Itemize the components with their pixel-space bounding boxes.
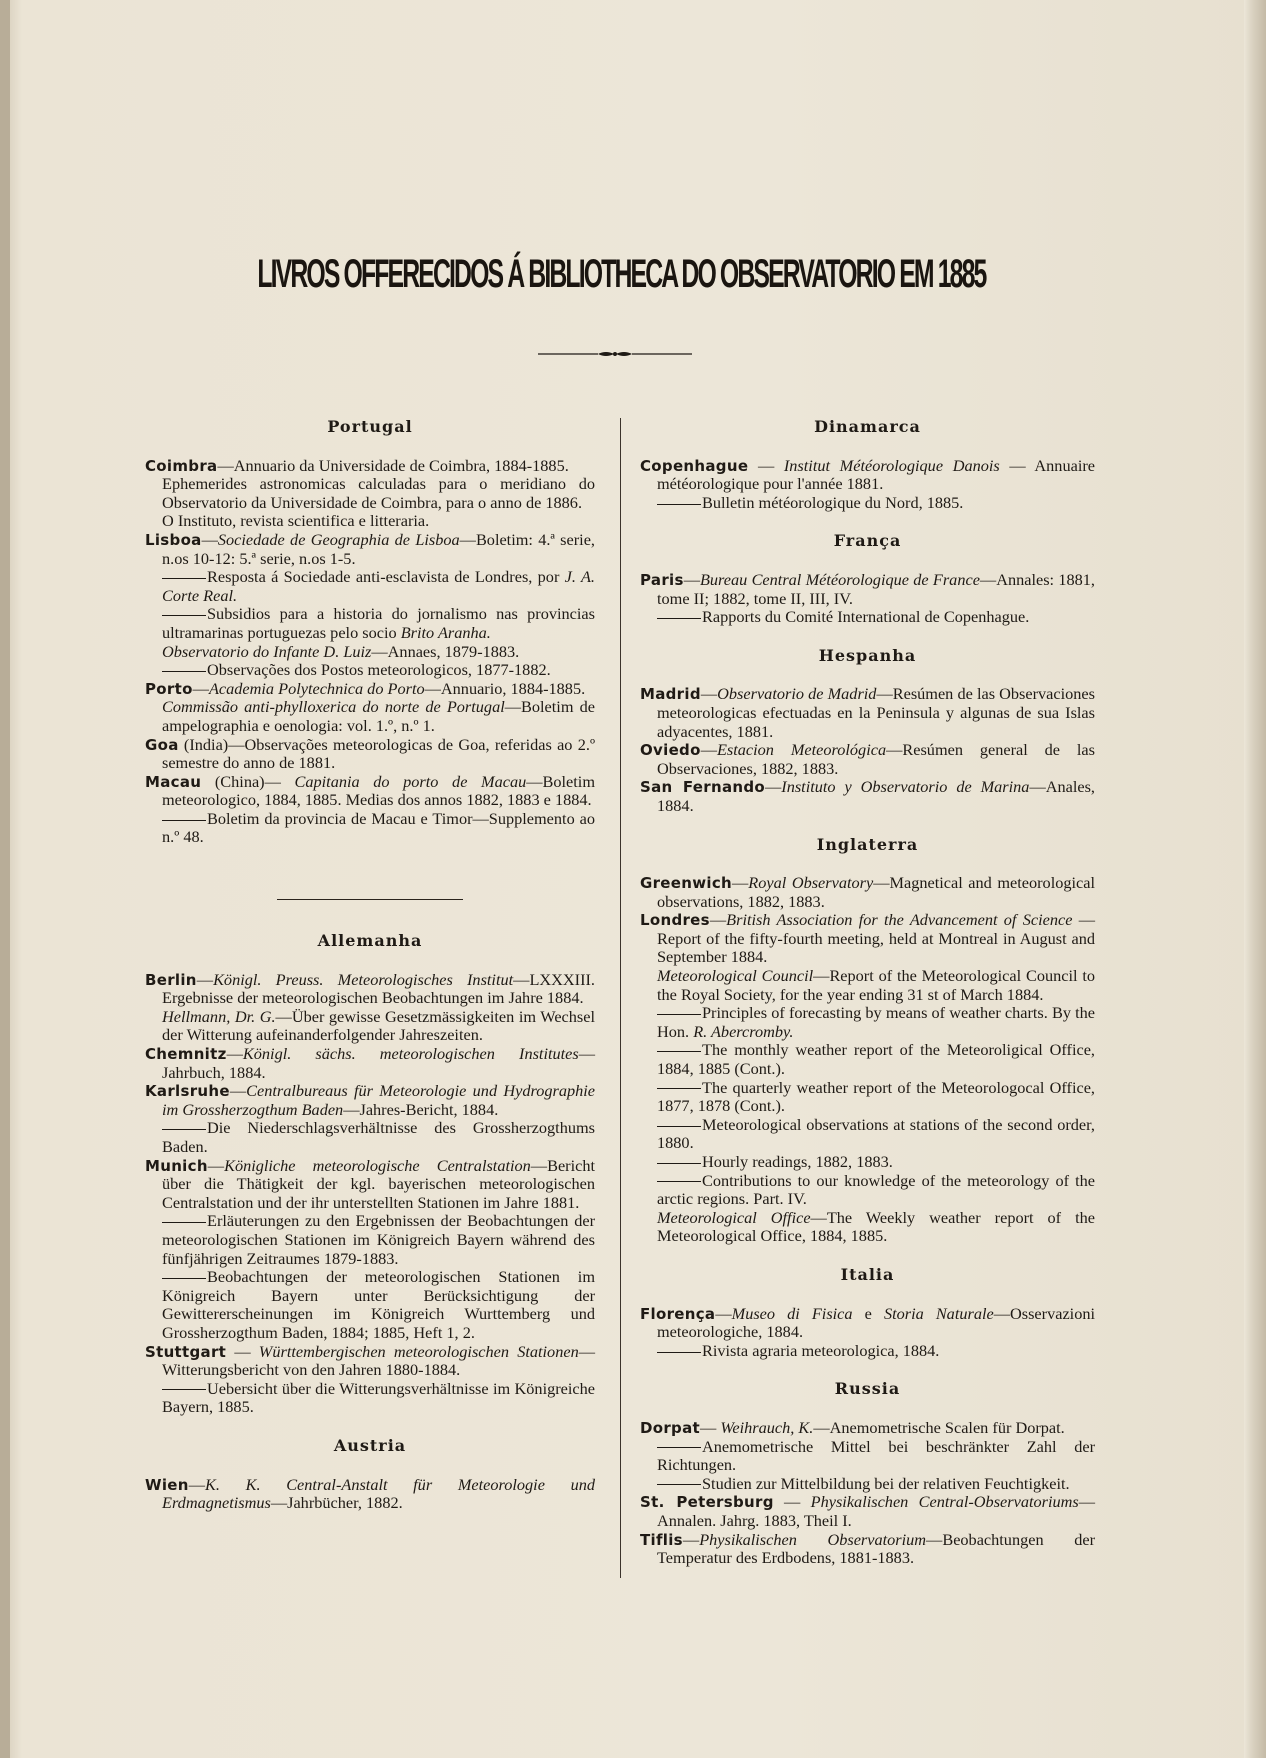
section-heading: Russia <box>834 1379 901 1399</box>
entry-italic: British Association for the Advancement of Science <box>726 910 1073 930</box>
entry-text: The quarterly weather report of the Meteorologocal Office, 1877, 1878 (Cont.). <box>657 1077 1095 1116</box>
entry-text: Beobachtungen der meteorologischen Stationen im Königreich Bayern unter Berücksichtigung der Gewittererscheinungen im Königreich Wurttemberg und Grossherzogthum Baden, 1884; 1885, Heft 1, 2. <box>162 1267 595 1342</box>
bibliography-entry <box>145 736 595 773</box>
bibliography-entry <box>640 608 1095 627</box>
entry-text: —LXXXIII. Ergebnisse der meteorologischen Beobachtungen im Jahre 1884. <box>162 969 595 1008</box>
entry-italic: Royal Observatory <box>748 873 874 893</box>
entry-text: Ephemerides astronomicas calculadas para o meridiano do Observatorio da Universidade de Coimbra, para o anno de 1886. <box>162 474 595 512</box>
section-heading: Austria <box>333 1435 407 1455</box>
entry-text: —Boletim: 4.ª serie, n.os 10-12: 5.ª serie, n.os 1-5. <box>162 529 595 568</box>
entry-italic: Bureau Central Météorologique de France <box>699 569 980 589</box>
entry-text: O Instituto, revista scientifica e litteraria. <box>162 511 430 531</box>
bibliography-entry <box>145 1045 595 1082</box>
entry-text: —Annaes, 1879-1883. <box>371 641 520 661</box>
entry-text: Principles of forecasting by means of weather charts. By the Hon. <box>657 1003 1095 1041</box>
bibliography-entry <box>145 605 595 642</box>
entry-text: e <box>852 1303 884 1323</box>
ditto-dash <box>657 1352 701 1353</box>
entry-italic: K. K. Central-Anstalt für Meteorologie und Erdmagnetismus <box>162 1474 595 1513</box>
entry-text: Bulletin météorologique du Nord, 1885. <box>702 492 964 512</box>
entry-text: — <box>700 684 718 704</box>
entry-text: — <box>699 1417 721 1437</box>
bibliography-entry <box>640 685 1095 741</box>
entry-italic: Estacion Meteorológica <box>716 740 887 760</box>
bibliography-entry <box>640 1041 1095 1078</box>
entry-text: — <box>192 678 209 698</box>
entry-text: —Magnetical and meteorological observations, 1882, 1883. <box>657 873 1095 911</box>
ditto-dash <box>162 1278 206 1279</box>
bibliography-entry <box>640 1209 1095 1246</box>
entry-text: —Jahres-Bericht, 1884. <box>343 1099 499 1119</box>
entry-city: Wien <box>145 1475 189 1494</box>
page-title: LIVROS OFFERECIDOS Á BIBLIOTHECA DO OBSERVATORIO EM 1885 <box>257 252 986 296</box>
ditto-dash <box>657 1484 701 1485</box>
entry-text: — <box>715 1303 732 1323</box>
bibliography-entry <box>145 475 595 512</box>
bibliography-entry <box>640 1438 1095 1475</box>
bibliography-entry <box>145 457 595 476</box>
entry-text: —Jahrbuch, 1884. <box>162 1044 595 1082</box>
entry-text: — <box>732 873 749 893</box>
entry-text: The monthly weather report of the Meteoroligical Office, 1884, 1885 (Cont.). <box>657 1040 1095 1079</box>
ditto-dash <box>162 1222 206 1223</box>
entry-italic: Königl. sächs. meteorologischen Institutes <box>242 1044 579 1064</box>
bibliography-entry <box>640 494 1095 513</box>
bibliography-entry <box>145 661 595 680</box>
bibliography-entry <box>640 1305 1095 1342</box>
bibliography-entry <box>640 1079 1095 1116</box>
entry-city: Karlsruhe <box>145 1082 230 1101</box>
bibliography-entry <box>640 1172 1095 1209</box>
ditto-dash <box>162 671 206 672</box>
entry-city: Macau <box>145 772 202 791</box>
bibliography-entry <box>640 1475 1095 1494</box>
entry-city: Coimbra <box>145 456 218 475</box>
bibliography-entry <box>145 971 595 1008</box>
entry-text: —Annales: 1881, tome II; 1882, tome II, III, IV. <box>657 569 1095 608</box>
ditto-dash <box>657 1447 701 1448</box>
ditto-dash <box>657 618 701 619</box>
bibliography-entry <box>145 698 595 735</box>
entry-city: St. Petersburg <box>640 1493 774 1512</box>
ditto-dash <box>162 578 206 579</box>
entry-text: — <box>683 569 700 589</box>
entry-italic: Instituto y Observatorio de Marina <box>781 777 1030 797</box>
right-column <box>640 418 1095 1568</box>
entry-text: Erläuterungen zu den Ergebnissen der Beobachtungen der meteorologischen Stationen im Königreich Bayern während des fünfjährigen Zeitraumes 1879-1883. <box>162 1211 595 1268</box>
section-gap <box>145 1417 595 1437</box>
bibliography-entry <box>640 1116 1095 1153</box>
entry-italic: Physikalischen Observatorium <box>699 1529 927 1549</box>
entry-italic: Museo di Fisica <box>731 1303 853 1323</box>
entry-italic: Physikalischen Central-Observatoriums <box>810 1492 1079 1512</box>
entry-text: Resposta á Sociedade anti-esclavista de Londres, por <box>207 567 565 587</box>
entry-text: Rapports du Comité International de Copenhague. <box>702 607 1030 627</box>
bibliography-entry <box>145 680 595 699</box>
entry-text: — Annuaire météorologique pour l'année 1881. <box>657 455 1095 494</box>
entry-city: Paris <box>640 570 684 589</box>
entry-city: San Fernando <box>640 778 765 797</box>
bibliography-entry <box>145 1343 595 1380</box>
entry-city: Florença <box>640 1304 716 1323</box>
entry-city: Madrid <box>640 685 701 704</box>
ditto-dash <box>162 820 206 821</box>
bibliography-entry <box>640 1342 1095 1361</box>
bibliography-entry <box>145 810 595 847</box>
entry-city: Berlin <box>145 970 197 989</box>
entry-text: — <box>748 455 784 475</box>
entry-italic: J. A. Corte Real. <box>162 567 595 605</box>
section-gap <box>640 627 1095 647</box>
entry-text: Boletim da provincia de Macau e Timor—Supplemento ao n.º 48. <box>162 808 595 847</box>
entry-italic: Hellmann, Dr. G. <box>162 1006 276 1026</box>
bibliography-entry <box>640 778 1095 815</box>
ditto-dash <box>657 504 701 505</box>
section-rule <box>277 899 463 900</box>
entry-text: —Annalen. Jahrg. 1883, Theil I. <box>657 1492 1096 1530</box>
entry-italic: Brito Aranha. <box>400 622 491 642</box>
entry-city: Porto <box>145 679 193 698</box>
section-heading: Dinamarca <box>814 417 921 436</box>
bibliography-entry <box>640 741 1095 778</box>
entry-text: — <box>700 740 717 760</box>
entry-italic: Observatorio do Infante D. Luiz <box>162 641 372 661</box>
section-heading: Italia <box>840 1264 895 1284</box>
entry-city: Goa <box>145 735 179 754</box>
entry-italic: Meteorological Office <box>657 1207 811 1227</box>
ditto-dash <box>162 615 206 616</box>
entry-italic: Württembergischen meteorologischen Stationen <box>258 1341 579 1361</box>
entry-text: —Boletim de ampelographia e oenologia: vol. 1.º, n.º 1. <box>162 697 596 735</box>
entry-italic: Meteorological Council <box>657 966 814 986</box>
bibliography-entry <box>640 874 1095 911</box>
bibliography-entry <box>145 512 595 531</box>
ditto-dash <box>162 1389 206 1390</box>
ditto-dash <box>657 1088 701 1089</box>
bibliography-entry <box>145 1008 595 1045</box>
bibliography-entry <box>145 1268 595 1342</box>
entry-text: —Witterungsbericht von den Jahren 1880-1884. <box>162 1341 595 1380</box>
bibliography-entry <box>145 568 595 605</box>
entry-text: (India)—Observações meteorologicas de Goa, referidas ao 2.º semestre do anno de 1881. <box>162 734 595 773</box>
entry-text: — <box>196 969 214 989</box>
entry-text: Rivista agraria meteorologica, 1884. <box>702 1340 940 1360</box>
entry-italic: Centralbureaus für Meteorologie und Hydrographie im Grossherzogthum Baden <box>162 1081 595 1119</box>
bibliography-entry <box>145 1476 595 1513</box>
entry-italic: Sociedade de Geographia de Lisboa <box>217 529 460 549</box>
column-divider <box>620 418 621 1578</box>
entry-text: —Bericht über die Thätigkeit der kgl. bayerischen meteorologischen Centralstation und der ihr unterstellten Stationen im Jahre 1881. <box>162 1155 595 1212</box>
entry-text: — <box>773 1492 811 1512</box>
ditto-dash <box>657 1126 701 1127</box>
entry-text: —Anales, 1884. <box>657 777 1095 815</box>
entry-italic: Weihrauch, K. <box>720 1417 814 1437</box>
bibliography-entry <box>145 1212 595 1268</box>
section-heading: França <box>833 531 902 551</box>
entry-city: Lisboa <box>145 530 202 549</box>
entry-text: —Resúmen de las Observaciones meteorologicas efectuadas en la Peninsula y algunas de sua Islas adyacentes, 1881. <box>657 684 1095 741</box>
entry-text: — <box>765 777 782 797</box>
bibliography-entry <box>145 773 595 810</box>
entry-text: Uebersicht über die Witterungsverhältnisse im Königreiche Bayern, 1885. <box>162 1378 595 1417</box>
entry-text: — <box>682 1529 700 1549</box>
entry-city: Greenwich <box>640 874 733 893</box>
entry-text: —Osservazioni meteorologiche, 1884. <box>657 1303 1095 1342</box>
bibliography-entry <box>640 571 1095 608</box>
left-column <box>145 418 595 1513</box>
entry-text: Meteorological observations at stations of the second order, 1880. <box>657 1114 1095 1153</box>
entry-text: — <box>188 1474 206 1494</box>
section-heading: Hespanha <box>818 645 917 665</box>
entry-italic: Academia Polytechnica do Porto <box>208 678 425 698</box>
entry-italic: Institut Météorologique Danois <box>783 455 1000 475</box>
ditto-dash <box>657 1051 701 1052</box>
ditto-dash <box>657 1181 701 1182</box>
entry-text: Anemometrische Mittel bei beschränkter Zahl der Richtungen. <box>657 1436 1095 1475</box>
bibliography-entry <box>145 1157 595 1213</box>
entry-city: Chemnitz <box>145 1045 227 1064</box>
entry-city: Munich <box>145 1156 208 1175</box>
entry-text: —Annuario da Universidade de Coimbra, 1884-1885. <box>217 455 569 475</box>
entry-city: Oviedo <box>640 741 701 760</box>
entry-italic: Commissão anti-phylloxerica do norte de Portugal <box>162 697 505 717</box>
entry-text: Hourly readings, 1882, 1883. <box>702 1152 893 1171</box>
entry-city: Londres <box>640 911 710 930</box>
entry-text: — <box>226 1044 243 1064</box>
section-gap <box>640 816 1095 836</box>
entry-text: Subsidios para a historia do jornalismo nas provincias ultramarinas portuguezas pelo socio <box>162 604 595 642</box>
bibliography-entry <box>640 457 1095 494</box>
entry-text: Contributions to our knowledge of the meteorology of the arctic regions. Part. IV. <box>657 1170 1095 1209</box>
entry-italic: R. Abercromby. <box>693 1021 794 1041</box>
binding-spine <box>0 0 10 1758</box>
entry-text: — <box>207 1155 225 1175</box>
entry-text: —Annuario, 1884-1885. <box>424 678 586 698</box>
entry-text: — <box>229 1081 247 1101</box>
section-heading: Allemanha <box>317 931 423 951</box>
bibliography-entry <box>640 1419 1095 1438</box>
entry-text: —Resúmen general de las Observaciones, 1882, 1883. <box>657 740 1095 778</box>
entry-italic: Observatorio de Madrid <box>717 684 877 704</box>
entry-city: Dorpat <box>640 1418 700 1437</box>
entry-city: Stuttgart <box>145 1342 227 1361</box>
section-heading: Inglaterra <box>816 834 919 854</box>
entry-text: (China)— <box>201 771 295 791</box>
entry-city: Copenhague <box>640 456 749 475</box>
ornament-divider <box>538 350 692 358</box>
bibliography-entry <box>145 1119 595 1156</box>
ditto-dash <box>162 1129 206 1130</box>
section-gap <box>640 1246 1095 1266</box>
entry-text: — <box>201 529 218 549</box>
bibliography-entry <box>640 1153 1095 1172</box>
section-heading: Portugal <box>327 417 413 436</box>
entry-text: Die Niederschlagsverhältnisse des Grossherzogthums Baden. <box>162 1118 595 1156</box>
entry-text: —Anemometrische Scalen für Dorpat. <box>813 1417 1065 1437</box>
entry-italic: Storia Naturale <box>883 1303 994 1323</box>
entry-text: —Boletim meteorologico, 1884, 1885. Medias dos annos 1882, 1883 e 1884. <box>162 771 595 810</box>
entry-text: —Beobachtungen der Temperatur des Erdbodens, 1881-1883. <box>657 1529 1095 1568</box>
bibliography-entry <box>145 1082 595 1119</box>
entry-text: — <box>709 910 727 930</box>
entry-text: Observações dos Postos meteorologicos, 1877-1882. <box>207 660 551 680</box>
ditto-dash <box>657 1163 701 1164</box>
bibliography-entry <box>145 531 595 568</box>
entry-text: — <box>226 1341 259 1361</box>
entry-text: —Report of the Meteorological Council to the Royal Society, for the year ending 31 st of March 1884. <box>657 966 1095 1004</box>
entry-text: —Über gewisse Gesetzmässigkeiten im Wechsel der Witterung aufeinanderfolgender Jahreszeiten. <box>162 1006 595 1045</box>
bibliography-entry <box>640 1004 1095 1041</box>
entry-city: Tiflis <box>640 1530 683 1549</box>
entry-italic: Capitania do porto de Macau <box>294 771 527 791</box>
bibliography-entry <box>640 1493 1095 1530</box>
entry-text: —Report of the fifty-fourth meeting, held at Montreal in August and September 1884. <box>657 910 1095 967</box>
section-gap <box>640 512 1095 532</box>
entry-italic: Königliche meteorologische Centralstation <box>224 1155 531 1175</box>
ditto-dash <box>657 1014 701 1015</box>
bibliography-entry <box>640 1531 1095 1568</box>
entry-text: Studien zur Mittelbildung bei der relativen Feuchtigkeit. <box>702 1473 1070 1493</box>
entry-italic: Königl. Preuss. Meteorologisches Institut <box>213 969 514 989</box>
section-gap <box>640 1360 1095 1380</box>
entry-text: —Jahrbücher, 1882. <box>270 1493 403 1513</box>
bibliography-entry <box>145 643 595 662</box>
bibliography-entry <box>145 1380 595 1417</box>
entry-text: —The Weekly weather report of the Meteorological Office, 1884, 1885. <box>657 1207 1095 1246</box>
bibliography-entry <box>640 911 1095 967</box>
page-edge <box>1244 0 1266 1758</box>
bibliography-entry <box>640 967 1095 1004</box>
